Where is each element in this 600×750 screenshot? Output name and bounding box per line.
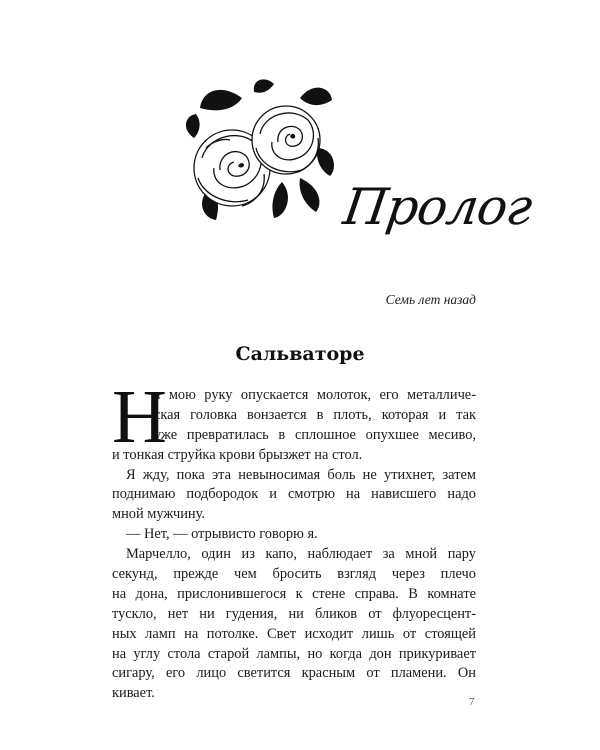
roses-illustration	[182, 78, 338, 226]
text-line: секунд, прежде чем бросить взгляд через плечо	[112, 566, 476, 583]
text-line: а мою руку опускается молоток, его металличе-	[154, 387, 476, 403]
text-line: сигару, его лицо светится красным от пламени. Он	[112, 665, 476, 682]
text-line: — Нет, — отрывисто говорю я.	[126, 526, 318, 543]
page-number: 7	[469, 696, 475, 708]
text-line: поднимаю подбородок и смотрю на нависшего надо	[112, 486, 476, 503]
chapter-heading: Сальваторе	[235, 343, 365, 365]
text-line: ных ламп на потолке. Свет исходит лишь от стоящей	[112, 625, 476, 642]
drop-cap: Н	[112, 375, 167, 459]
text-line: на дона, прислонившегося к стене справа. В комнате	[112, 585, 476, 602]
text-line: кивает.	[112, 685, 155, 702]
text-line: на углу стола старой лампы, но когда дон прикуривает	[112, 645, 476, 662]
text-line: мной мужчину.	[112, 506, 205, 523]
text-line: уже превратилась в сплошное опухшее месиво,	[154, 426, 476, 443]
text-line: и тонкая струйка крови брызжет на стол.	[112, 446, 363, 463]
text-line: Марчелло, один из капо, наблюдает за мной пару	[126, 546, 476, 563]
text-line: ская головка вонзается в плоть, которая и так	[154, 406, 476, 423]
text-line: тускло, нет ни гудения, ни бликов от флуоресцент-	[112, 605, 476, 622]
page-title: Пролог	[339, 178, 535, 236]
subtitle: Семь лет назад	[385, 292, 476, 307]
text-line: Я жду, пока эта невыносимая боль не утихнет, затем	[126, 466, 476, 483]
body-text	[112, 375, 476, 704]
